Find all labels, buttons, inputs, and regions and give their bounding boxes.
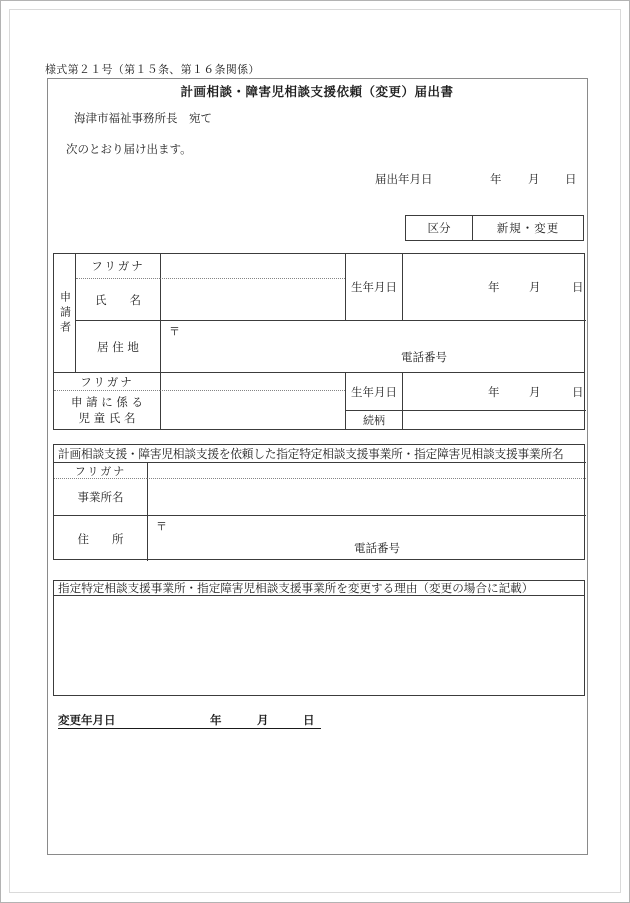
postal-mark: 〒 — [156, 520, 167, 533]
notification-date-label: 届出年月日 — [375, 172, 433, 186]
reason-field — [54, 596, 584, 695]
child-furigana-label: フリガナ — [54, 373, 160, 391]
category-label: 区分 — [406, 216, 473, 240]
year-label: 年 — [488, 280, 500, 294]
form-box — [47, 78, 588, 855]
applicant-address-field — [160, 320, 586, 372]
day-label: 日 — [572, 384, 584, 399]
applicant-name-field — [160, 279, 345, 320]
child-name-field — [160, 391, 345, 429]
reason-box — [53, 580, 585, 696]
form-number: 様式第２１号（第１５条、第１６条関係） — [45, 63, 260, 76]
category-table — [405, 215, 584, 241]
office-furigana-field — [147, 463, 586, 479]
applicant-furigana-label: フリガナ — [76, 254, 160, 279]
notification-date-month-label: 月 — [528, 172, 540, 186]
change-date-line — [58, 712, 321, 729]
child-birthdate-field — [402, 373, 586, 411]
child-relation-field — [402, 411, 586, 429]
child-table — [53, 373, 585, 430]
declaration-text: 次のとおり届け出ます。 — [66, 142, 192, 156]
change-date-label: 変更年月日 — [58, 713, 116, 727]
child-birthdate-label: 生年月日 — [345, 373, 402, 411]
phone-label: 電話番号 — [354, 541, 400, 555]
notification-date-year-label: 年 — [490, 172, 502, 186]
applicant-furigana-field — [160, 254, 345, 279]
office-address-field — [147, 515, 586, 561]
office-table-header: 計画相談支援・障害児相談支援を依頼した指定特定相談支援事業所・指定障害児相談支援事業所名 — [54, 445, 586, 463]
month-label: 月 — [529, 384, 541, 399]
addressee: 海津市福祉事務所長 宛て — [74, 111, 212, 125]
applicant-table — [53, 253, 585, 373]
phone-label: 電話番号 — [401, 350, 447, 364]
change-date-year-label: 年 — [210, 713, 222, 727]
office-address-label: 住 所 — [54, 515, 147, 561]
office-name-label: 事業所名 — [77, 490, 124, 504]
month-label: 月 — [529, 280, 541, 294]
form-title: 計画相談・障害児相談支援依頼（変更）届出書 — [180, 84, 454, 99]
notification-date-day-label: 日 — [565, 172, 577, 186]
reason-header: 指定特定相談支援事業所・指定障害児相談支援事業所を変更する理由（変更の場合に記載） — [54, 581, 584, 596]
applicant-name-label: 氏 名 — [95, 292, 141, 307]
child-name-label-line1: 申 請 に 係 る — [70, 395, 144, 409]
office-table — [53, 444, 585, 560]
office-furigana-label: フリガナ — [54, 463, 147, 479]
postal-mark: 〒 — [169, 325, 180, 338]
child-name-label — [54, 391, 160, 429]
change-date-day-label: 日 — [303, 713, 315, 727]
applicant-birthdate-field — [402, 254, 586, 320]
year-label: 年 — [488, 384, 500, 399]
applicant-birthdate-label: 生年月日 — [345, 254, 402, 320]
day-label: 日 — [572, 280, 584, 294]
category-value: 新規・変更 — [496, 221, 560, 235]
child-name-label-line2: 児 童 氏 名 — [78, 411, 136, 425]
change-date-month-label: 月 — [257, 713, 269, 727]
applicant-address-label: 居 住 地 — [76, 320, 160, 372]
applicant-group-label: 申請者 — [54, 254, 76, 372]
child-relation-label: 続柄 — [345, 411, 402, 429]
child-furigana-field — [160, 373, 345, 391]
office-name-field — [147, 479, 586, 515]
